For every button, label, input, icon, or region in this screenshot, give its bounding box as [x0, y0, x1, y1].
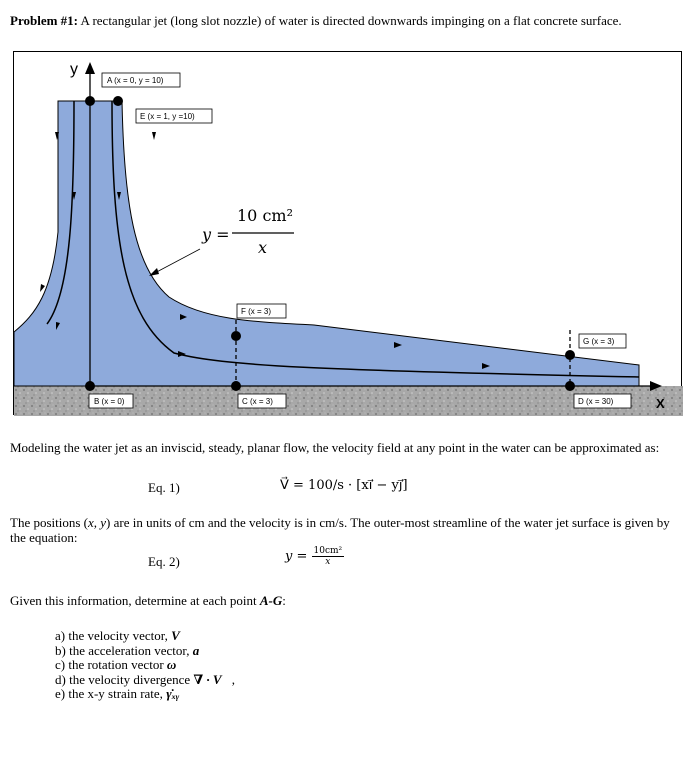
label-point-d: D (x = 30) — [578, 397, 614, 406]
paragraph-model: Modeling the water jet as an inviscid, steady, planar flow, the velocity field at any point in the water can be approximated as: — [10, 440, 660, 455]
label-point-b: B (x = 0) — [94, 397, 125, 406]
x-axis-label: X — [656, 396, 665, 411]
eq2-formula: y = $\frac{\text{10cm²}}{x}$ — [285, 546, 343, 567]
point-b — [85, 381, 95, 391]
point-d — [565, 381, 575, 391]
label-point-f: F (x = 3) — [241, 307, 272, 316]
question-b: b) the acceleration vector, a⃗ — [55, 642, 210, 658]
question-d: d) the velocity divergence ∇ · V⃗, — [55, 671, 235, 687]
eq2-label: Eq. 2) — [148, 554, 180, 569]
paragraph-given: Given this information, determine at each point A-G: — [10, 593, 286, 608]
point-e — [113, 96, 123, 106]
eq1-formula: V⃗ = 100/s · [xı⃗ − yȷ⃗] — [280, 478, 408, 493]
problem-heading: Problem #1: — [10, 13, 78, 28]
question-e: e) the x-y strain rate, γ̇ₓᵧ — [55, 686, 180, 701]
question-c: c) the rotation vector ω⃗ — [55, 657, 187, 672]
label-point-g: G (x = 3) — [583, 337, 615, 346]
streamline-equation — [149, 206, 294, 276]
jet-figure — [13, 51, 682, 415]
y-axis-arrowhead — [85, 62, 95, 74]
problem-statement — [10, 13, 682, 28]
label-point-a: A (x = 0, y = 10) — [107, 76, 164, 85]
eq-denominator: x — [258, 238, 268, 257]
label-point-c: C (x = 3) — [242, 397, 273, 406]
jet-diagram — [14, 52, 683, 416]
problem-text: A rectangular jet (long slot nozzle) of water is directed downwards impinging on a flat concrete surface. — [78, 13, 622, 28]
question-a: a) the velocity vector, V⃗ — [55, 628, 190, 643]
eq1-label: Eq. 1) — [148, 480, 180, 495]
paragraph-units: The positions (x, y) are in units of cm and the velocity is in cm/s. The outer-most streamline of the water jet surface is given by the equation: — [10, 515, 670, 545]
eq-numerator: 10 cm² — [237, 206, 293, 225]
point-g — [565, 350, 575, 360]
y-axis-label: y — [70, 61, 78, 78]
point-a — [85, 96, 95, 106]
label-point-e: E (x = 1, y =10) — [140, 112, 195, 121]
water-jet — [14, 101, 639, 386]
point-c — [231, 381, 241, 391]
eq-lhs: y = — [202, 225, 230, 244]
point-f — [231, 331, 241, 341]
callout-line — [151, 249, 200, 275]
question-list — [55, 629, 235, 702]
